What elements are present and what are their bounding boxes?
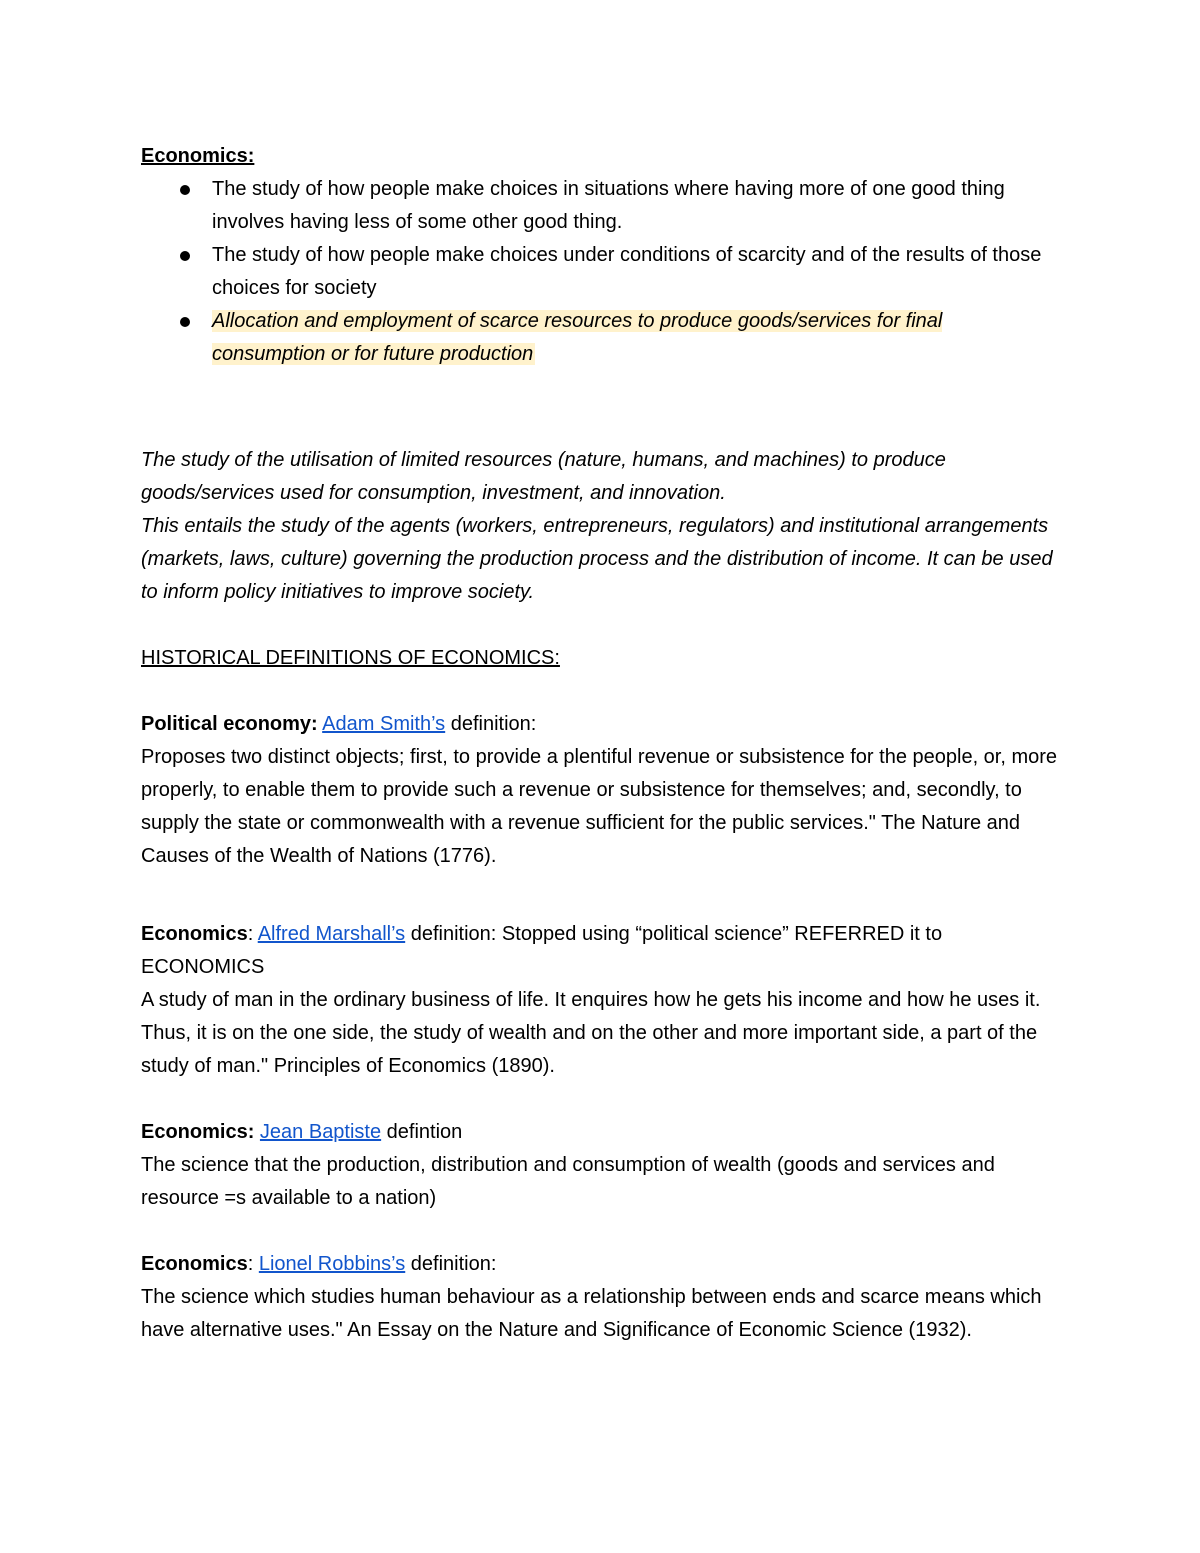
baptiste-definition-heading [141,1116,1061,1149]
baptiste-suffix: defintion [381,1121,463,1143]
bullet-item [141,173,1052,239]
bullet-item [141,239,1052,305]
intro-paragraph-2: This entails the study of the agents (workers, entrepreneurs, regulators) and institutional arrangements (markets, laws, culture) governing the production process and the distribution of income. It can be used to inform policy initiatives to improve society. [141,515,1053,603]
definition-bullet-list [141,173,1061,371]
robbins-colon: : [247,1253,254,1275]
robbins-definition-body: The science which studies human behaviour as a relationship between ends and scarce means which have alternative uses." An Essay on the Nature and Significance of Economic Science (1932). [141,1286,1042,1341]
bullet-item-highlighted [141,305,1052,371]
bullet-icon [180,251,190,261]
section-title: Economics: [141,145,255,167]
bullet-text: The study of how people make choices in situations where having more of one good thing involves having less of some other good thing. [212,178,1005,233]
alfred-marshall-link[interactable]: Alfred Marshall’s [257,923,406,945]
document-page [141,140,1061,1347]
smith-label: Political economy: [141,713,318,735]
adam-smith-link[interactable]: Adam Smith’s [322,713,446,735]
lionel-robbins-link[interactable]: Lionel Robbins’s [258,1253,406,1275]
bullet-text: The study of how people make choices under conditions of scarcity and of the results of those choices for society [212,244,1042,299]
robbins-definition-heading [141,1248,1061,1281]
jean-baptiste-link[interactable]: Jean Baptiste [259,1121,382,1143]
historical-heading: HISTORICAL DEFINITIONS OF ECONOMICS: [141,647,560,669]
marshall-definition-heading [141,918,1061,984]
bullet-icon [180,185,190,195]
highlighted-bullet-text: Allocation and employment of scarce resources to produce goods/services for final consumption or for future production [212,310,943,365]
bullet-icon [180,317,190,327]
baptiste-definition-body: The science that the production, distribution and consumption of wealth (goods and services and resource =s available to a nation) [141,1154,995,1209]
robbins-suffix: definition: [405,1253,497,1275]
marshall-colon: : [247,923,254,945]
robbins-label: Economics [141,1253,248,1275]
smith-definition-body: Proposes two distinct objects; first, to provide a plentiful revenue or subsistence for the people, or, more properly, to enable them to provide such a revenue or subsistence for themselves; and, secondly, to supply the state or commonwealth with a revenue sufficient for the public services." The Nature and Causes of the Wealth of Nations (1776). [141,746,1058,867]
marshall-definition-body: A study of man in the ordinary business of life. It enquires how he gets his income and how he uses it. Thus, it is on the one side, the study of wealth and on the other and more important side, a part of the study of man." Principles of Economics (1890). [141,989,1041,1077]
smith-definition-heading [141,708,1061,741]
marshall-suffix: definition: Stopped using “political science” REFERRED it to ECONOMICS [141,923,943,978]
intro-paragraph-1: The study of the utilisation of limited resources (nature, humans, and machines) to produce goods/services used for consumption, investment, and innovation. [141,449,946,504]
marshall-label: Economics [141,923,248,945]
smith-suffix: definition: [445,713,537,735]
baptiste-label: Economics: [141,1121,255,1143]
